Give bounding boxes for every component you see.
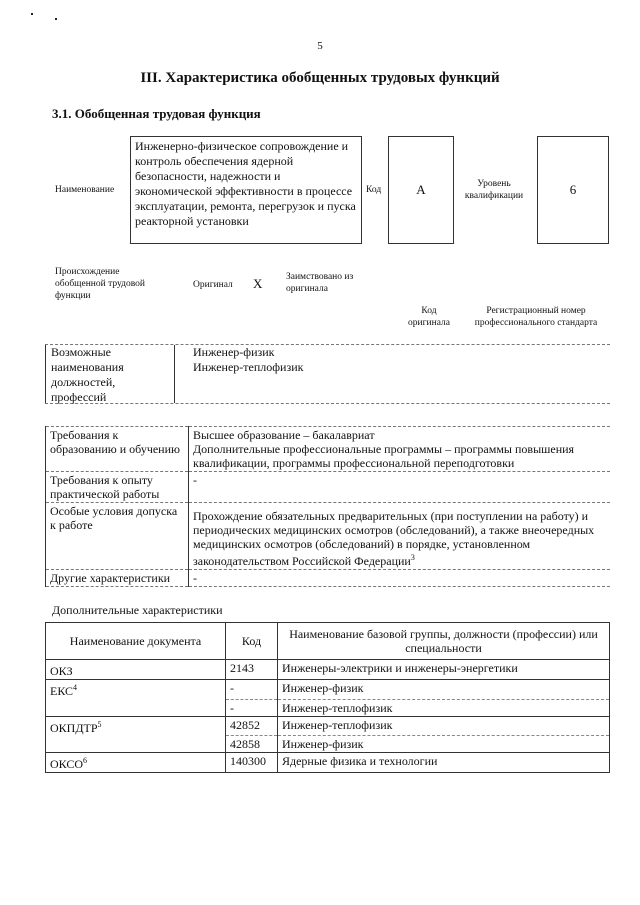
original-mark: X — [253, 276, 263, 291]
requirement-line: Прохождение обязательных предварительных (при поступлении на работу) и периодических медицинских осмотров (обследований), а также внеочередных медицинских осмотров (обследований) в порядке, установленном законодательством Российской Федерации — [193, 509, 595, 568]
function-name-box — [130, 136, 362, 244]
doc-cell — [46, 699, 226, 716]
requirement-line: - — [193, 473, 197, 487]
subsection-title: 3.1. Обобщенная трудовая функция — [52, 106, 261, 121]
requirement-row — [46, 427, 611, 472]
doc-cell: ЕКС$^4$ — [46, 680, 226, 700]
table-row — [46, 736, 610, 753]
table-row — [46, 753, 610, 773]
name-cell: Инженер-физик — [278, 680, 610, 700]
level-value: 6 — [569, 182, 577, 197]
code-cell: 140300 — [226, 753, 278, 773]
level-label: Уровень квалификации — [464, 179, 524, 201]
name-cell: Инженер-теплофизик — [278, 716, 610, 736]
requirement-line: Дополнительные профессиональные программы – программы повышения квалификации, программы профессиональной переподготовки — [193, 442, 575, 470]
requirement-value — [189, 427, 611, 472]
origin-label: Происхождение обобщенной трудовой функции — [55, 267, 145, 301]
table-row — [46, 716, 610, 736]
positions-block — [45, 344, 610, 404]
doc-cell: ОКПДТР$^5$ — [46, 716, 226, 736]
requirement-label: Требования к образованию и обучению — [46, 427, 189, 472]
original-label: Оригинал — [193, 280, 233, 290]
name-label: Наименование — [55, 185, 115, 195]
requirement-line: - — [193, 571, 197, 585]
page-number: 5 — [317, 40, 323, 52]
code-cell: 42852 — [226, 716, 278, 736]
requirement-label: Особые условия допуска к работе — [46, 503, 189, 570]
code-value: A — [416, 182, 426, 197]
code-label: Код — [366, 185, 382, 195]
requirement-label: Требования к опыту практической работы — [46, 472, 189, 503]
level-box — [537, 136, 609, 244]
requirement-row — [46, 570, 611, 587]
header-document: Наименование документа — [46, 623, 226, 660]
additional-table — [45, 622, 610, 773]
position-item: Инженер-физик — [193, 345, 275, 359]
requirement-value — [189, 570, 611, 587]
requirement-row — [46, 503, 611, 570]
additional-title: Дополнительные характеристики — [52, 603, 223, 617]
requirements-table — [45, 426, 610, 587]
code-box — [388, 136, 454, 244]
section-title: III. Характеристика обобщенных трудовых функций — [140, 70, 500, 86]
code-cell: 2143 — [226, 660, 278, 680]
function-name-value: Инженерно-физическое сопровождение и контроль обеспечения ядерной безопасности, надежности и экономической эффективности в процессе эксплуатации, ремонта, перегрузок и пуска реакторной установки — [135, 139, 356, 228]
requirement-value — [189, 503, 611, 570]
doc-cell: ОКЗ — [46, 660, 226, 680]
header-code: Код — [226, 623, 278, 660]
table-row — [46, 680, 610, 700]
speck-mark — [31, 13, 33, 15]
code-cell: 42858 — [226, 736, 278, 753]
code-original-label: Код оригинала — [408, 306, 450, 328]
borrowed-label: Заимствовано из оригинала — [286, 272, 354, 294]
doc-cell — [46, 736, 226, 753]
speck-mark — [55, 18, 57, 20]
requirement-row — [46, 472, 611, 503]
position-item: Инженер-теплофизик — [193, 360, 304, 374]
additional-header-row — [46, 623, 610, 660]
code-cell: - — [226, 680, 278, 700]
name-cell: Инженер-теплофизик — [278, 699, 610, 716]
requirement-line: Высшее образование – бакалавриат — [193, 428, 375, 442]
code-cell: - — [226, 699, 278, 716]
name-cell: Ядерные физика и технологии — [278, 753, 610, 773]
footnote-mark: 3 — [410, 553, 415, 562]
positions-values — [193, 345, 303, 375]
name-cell: Инженеры-электрики и инженеры-энергетики — [278, 660, 610, 680]
positions-label: Возможные наименования должностей, профессий — [45, 345, 175, 403]
requirement-value — [189, 472, 611, 503]
requirement-label: Другие характеристики — [46, 570, 189, 587]
reg-number-label: Регистрационный номер профессионального стандарта — [474, 306, 598, 328]
name-cell: Инженер-физик — [278, 736, 610, 753]
header-name: Наименование базовой группы, должности (профессии) или специальности — [278, 623, 610, 660]
table-row — [46, 660, 610, 680]
doc-cell: ОКСО$^6$ — [46, 753, 226, 773]
table-row — [46, 699, 610, 716]
